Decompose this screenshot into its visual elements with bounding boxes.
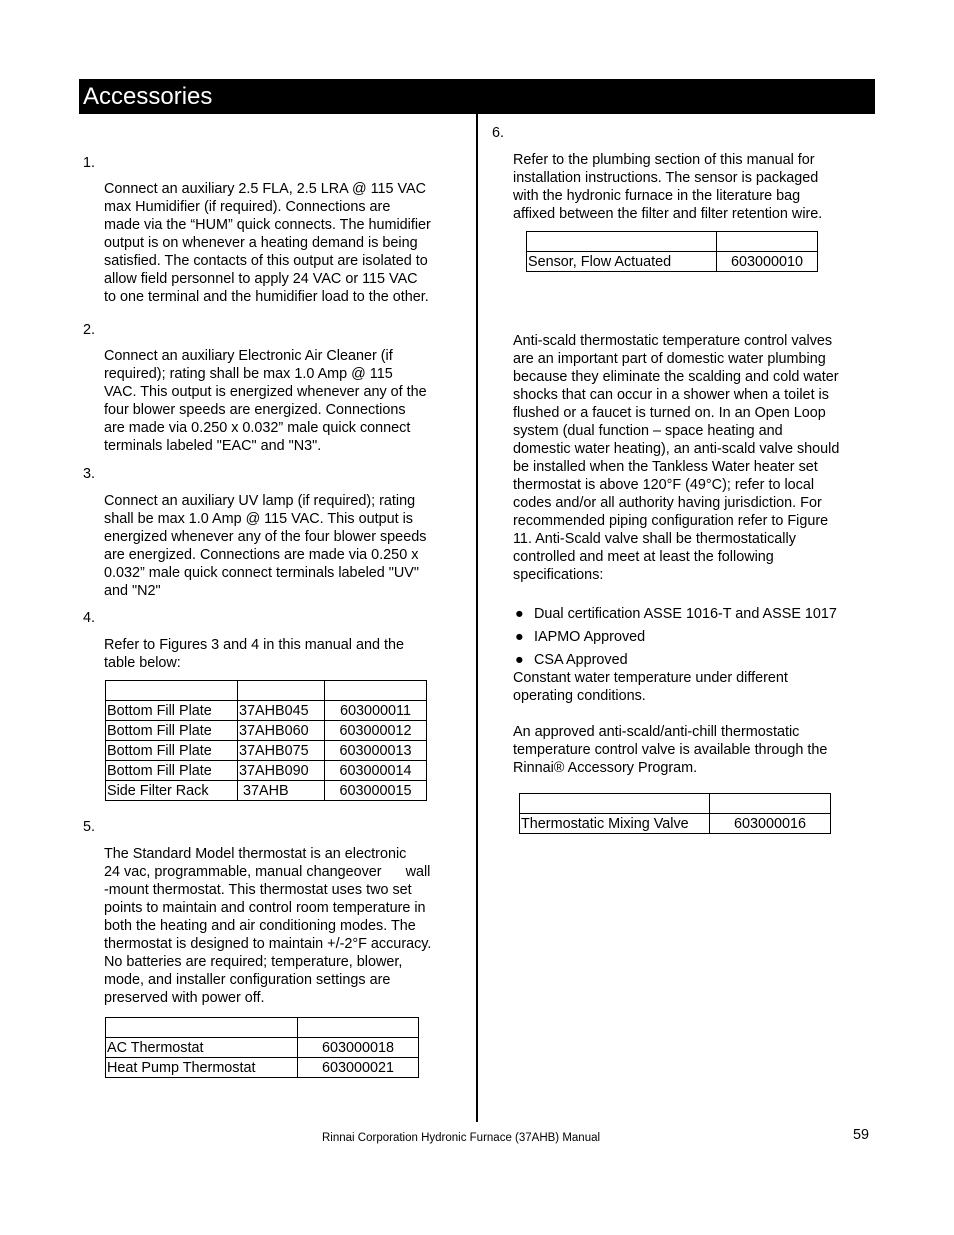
table-row — [527, 232, 818, 252]
list-item — [513, 628, 875, 651]
table-cell: 37AHB060 — [238, 721, 325, 741]
filter-paragraph: Refer to Figures 3 and 4 in this manual and the table below: — [104, 637, 404, 671]
item-number-5: 5. — [83, 819, 96, 835]
table-cell: 603000015 — [325, 781, 427, 801]
table-row — [527, 252, 818, 272]
table-cell — [106, 681, 238, 701]
sensor-table — [526, 231, 818, 272]
list-item-label: CSA Approved — [534, 652, 628, 668]
table-cell: 603000018 — [298, 1038, 419, 1058]
fill-plate-table — [105, 680, 427, 801]
list-item — [513, 605, 875, 628]
table-cell — [527, 232, 717, 252]
humidifier-paragraph: Connect an auxiliary 2.5 FLA, 2.5 LRA @ 115 VAC max Humidifier (if required). Connections are made via the “HUM” quick connects. The humidifier output is on whenever a heating demand is being satisfied. The contacts of this output are isolated to allow field personnel to apply 24 VAC or 115 VAC to one terminal and the humidifier load to the other. — [104, 181, 431, 305]
list-item-label: Dual certification ASSE 1016-T and ASSE 1017 — [534, 606, 837, 622]
section-title: Accessories — [83, 83, 213, 110]
bullet-icon: ● — [515, 629, 524, 645]
table-row — [520, 794, 831, 814]
list-item-label: IAPMO Approved — [534, 629, 646, 645]
table-row — [106, 1058, 419, 1078]
table-row — [106, 701, 427, 721]
table-cell — [710, 794, 831, 814]
table-cell — [238, 681, 325, 701]
table-cell: Bottom Fill Plate — [106, 701, 238, 721]
table-row — [106, 1018, 419, 1038]
item-number-6: 6. — [492, 125, 505, 141]
item-number-1: 1. — [83, 155, 96, 171]
table-cell: Bottom Fill Plate — [106, 741, 238, 761]
table-row — [520, 814, 831, 834]
table-cell: 603000014 — [325, 761, 427, 781]
page-number: 59 — [853, 1127, 870, 1143]
table-cell: Sensor, Flow Actuated — [527, 252, 717, 272]
table-cell: 603000013 — [325, 741, 427, 761]
air-cleaner-paragraph: Connect an auxiliary Electronic Air Cleaner (if required); rating shall be max 1.0 Amp @ 115 VAC. This output is energized whenever any of the four blower speeds are energized. Connections are made via 0.250 x 0.032” male quick connect terminals labeled "EAC" and "N3". — [104, 348, 427, 454]
table-cell: 603000021 — [298, 1058, 419, 1078]
table-cell: 603000011 — [325, 701, 427, 721]
bullet-icon: ● — [515, 606, 524, 622]
valve-table — [519, 793, 831, 834]
table-cell: 603000010 — [717, 252, 818, 272]
antiscald-paragraph: Anti-scald thermostatic temperature control valves are an important part of domestic water plumbing because they eliminate the scalding and cold water shocks that can occur in a shower when a toilet is flushed or a faucet is turned on. In an Open Loop system (dual function – space heating and domestic water heating), an anti-scald valve should be installed when the Tankless Water heater set thermostat is above 120°F (49°C); refer to local codes and/or all authority having jurisdiction. For recommended piping configuration refer to Figure 11. Anti-Scald valve shall be thermostatically controlled and meet at least the following specifications: — [513, 333, 840, 583]
table-cell: 37AHB045 — [238, 701, 325, 721]
specifications-list — [513, 605, 875, 674]
table-cell: 603000012 — [325, 721, 427, 741]
table-row — [106, 781, 427, 801]
constant-temperature-paragraph: Constant water temperature under different operating conditions. — [513, 670, 788, 704]
table-cell: Thermostatic Mixing Valve — [520, 814, 710, 834]
table-cell — [717, 232, 818, 252]
table-cell: Bottom Fill Plate — [106, 721, 238, 741]
table-row — [106, 681, 427, 701]
uv-lamp-paragraph: Connect an auxiliary UV lamp (if required); rating shall be max 1.0 Amp @ 115 VAC. This output is energized whenever any of the four blower speeds are energized. Connections are made via 0.250 x 0.032” male quick connect terminals labeled "UV" and "N2" — [104, 493, 427, 599]
section-header — [79, 79, 875, 114]
table-cell — [520, 794, 710, 814]
item-number-3: 3. — [83, 466, 96, 482]
table-row — [106, 761, 427, 781]
thermostat-table — [105, 1017, 419, 1078]
table-cell: Side Filter Rack — [106, 781, 238, 801]
table-cell: Bottom Fill Plate — [106, 761, 238, 781]
table-row — [106, 1038, 419, 1058]
table-row — [106, 721, 427, 741]
table-cell: AC Thermostat — [106, 1038, 298, 1058]
approved-valve-paragraph: An approved anti-scald/anti-chill thermostatic temperature control valve is available through the Rinnai® Accessory Program. — [513, 724, 828, 776]
item-number-4: 4. — [83, 610, 96, 626]
table-cell: 37AHB — [238, 781, 325, 801]
bullet-icon: ● — [515, 652, 524, 668]
thermostat-paragraph: The Standard Model thermostat is an electronic 24 vac, programmable, manual changeover wall -mount thermostat. This thermostat uses two set points to maintain and control room temperature in both the heating and air conditioning modes. The thermostat is designed to maintain +/-2°F accuracy. No batteries are required; temperature, blower, mode, and installer configuration settings are preserved with power off. — [104, 846, 432, 1006]
item-number-2: 2. — [83, 322, 96, 338]
table-cell — [298, 1018, 419, 1038]
footer-text: Rinnai Corporation Hydronic Furnace (37AHB) Manual — [322, 1132, 601, 1144]
table-cell — [325, 681, 427, 701]
sensor-paragraph: Refer to the plumbing section of this manual for installation instructions. The sensor is packaged with the hydronic furnace in the literature bag affixed between the filter and filter retention wire. — [513, 152, 823, 222]
column-divider — [476, 114, 478, 1122]
table-cell: 37AHB090 — [238, 761, 325, 781]
table-row — [106, 741, 427, 761]
table-cell: 37AHB075 — [238, 741, 325, 761]
table-cell: 603000016 — [710, 814, 831, 834]
table-cell — [106, 1018, 298, 1038]
table-cell: Heat Pump Thermostat — [106, 1058, 298, 1078]
